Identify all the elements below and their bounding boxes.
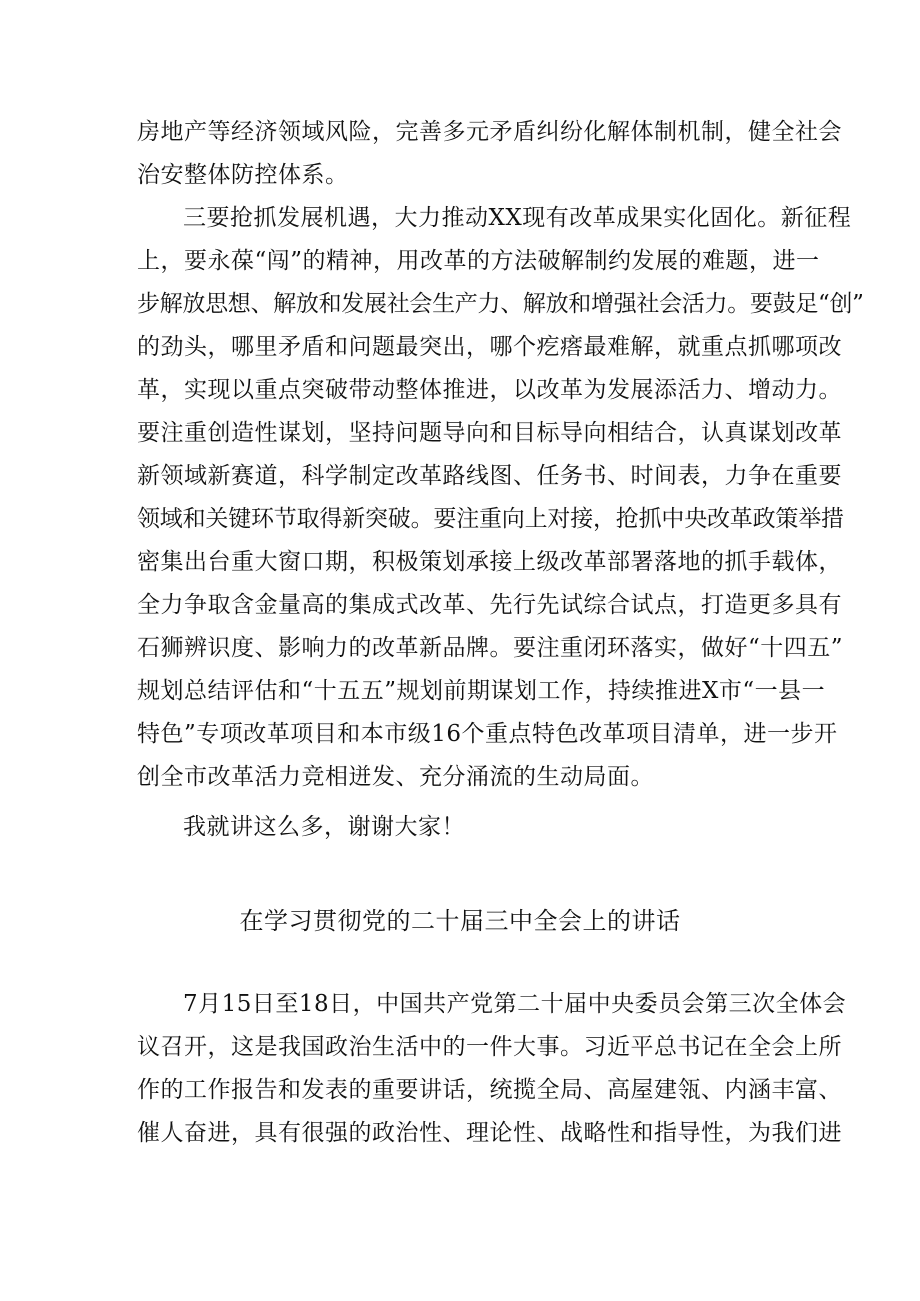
paragraph-line: 革，实现以重点突破带动整体推进，以改革为发展添活力、增动力。 [137, 377, 842, 403]
paragraph-line: 要注重创造性谋划，坚持问题导向和目标导向相结合，认真谋划改革 [137, 420, 842, 446]
paragraph-line: 房地产等经济领域风险，完善多元矛盾纠纷化解体制机制，健全社会 [137, 119, 842, 145]
paragraph-line: 催人奋进，具有很强的政治性、理论性、战略性和指导性，为我们进 [137, 1120, 842, 1146]
paragraph-line: 密集出台重大窗口期，积极策划承接上级改革部署落地的抓手载体， [137, 549, 842, 575]
paragraph-line: 的劲头，哪里矛盾和问题最突出，哪个疙瘩最难解，就重点抓哪项改 [137, 334, 842, 360]
paragraph-line: 上，要永葆“闯”的精神，用改革的方法破解制约发展的难题，进一 [137, 248, 820, 274]
paragraph-line: 议召开，这是我国政治生活中的一件大事。习近平总书记在全会上所 [137, 1034, 842, 1060]
paragraph-line: 创全市改革活力竞相迸发、充分涌流的生动局面。 [137, 764, 654, 790]
paragraph-line: 治安整体防控体系。 [137, 162, 349, 188]
paragraph-line: 三要抢抓发展机遇，大力推动XX现有改革成果实化固化。新征程 [183, 205, 852, 231]
speech-title: 在学习贯彻党的二十届三中全会上的讲话 [239, 907, 681, 935]
paragraph-line: 石狮辨识度、影响力的改革新品牌。要注重闭环落实，做好“十四五” [137, 635, 844, 661]
paragraph-line: 新领域新赛道，科学制定改革路线图、任务书、时间表，力争在重要 [137, 463, 842, 489]
paragraph-line: 作的工作报告和发表的重要讲话，统揽全局、高屋建瓴、内涵丰富、 [137, 1077, 842, 1103]
paragraph-line: 规划总结评估和“十五五”规划前期谋划工作，持续推进X市“一县一 [137, 678, 826, 704]
closing-line: 我就讲这么多，谢谢大家！ [183, 814, 465, 840]
paragraph-line: 步解放思想、解放和发展社会生产力、解放和增强社会活力。要鼓足“创” [137, 291, 864, 317]
paragraph-line: 特色”专项改革项目和本市级16个重点特色改革项目清单，进一步开 [137, 721, 838, 747]
paragraph-line: 领域和关键环节取得新突破。要注重向上对接，抢抓中央改革政策举措 [137, 506, 844, 532]
paragraph-line: 全力争取含金量高的集成式改革、先行先试综合试点，打造更多具有 [137, 592, 842, 618]
paragraph-line: 7月15日至18日，中国共产党第二十届中央委员会第三次全体会 [183, 991, 847, 1017]
